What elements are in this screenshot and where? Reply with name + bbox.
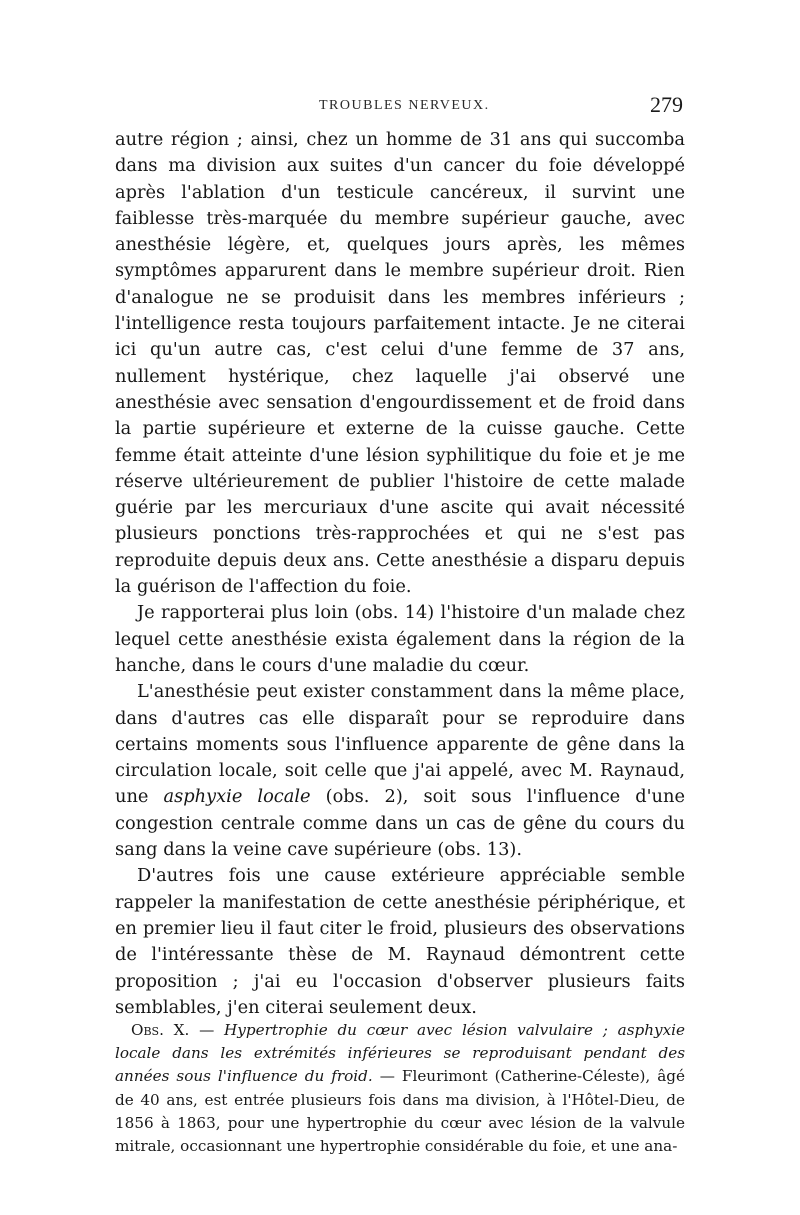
page-header — [115, 90, 685, 124]
paragraph-text-part: L'anesthésie peut exister constamment dans la même place, dans d'autres cas elle disparaît pour se reproduire dans certains moments sous l'influence apparente de gêne dans la circulation locale, soit celle que j'ai appelé, avec M. Raynaud, une — [115, 681, 685, 808]
paragraph-external-cause: D'autres fois une cause extérieure appréciable semble rappeler la manifestation de cette anesthésie périphérique, et en premier lieu il faut citer le froid, plusieurs des observations de l'intéressante thèse de M. Raynaud démontrent cette proposition ; j'ai eu l'occasion d'observer plusieurs faits semblables, j'en citerai seulement deux. — [115, 865, 685, 1018]
observation-label: Obs. X. — [131, 1021, 190, 1039]
observation-dash: — — [189, 1021, 225, 1039]
paragraph-continuation: autre région ; ainsi, chez un homme de 31 ans qui succomba dans ma division aux suites d'un cancer du foie développé après l'ablation d'un testicule cancéreux, il survint une faiblesse très-marquée du membre supérieur gauche, avec anesthésie légère, et, quelques jours après, les mêmes symptômes apparurent dans le membre supérieur droit. Rien d'analogue ne se produisit dans les membres inférieurs ; l'intelligence resta toujours parfaitement intacte. Je ne citerai ici qu'un autre cas, c'est celui d'une femme de 37 ans, nullement hystérique, chez laquelle j'ai observé une anesthésie avec sensation d'engourdissement et de froid dans la partie supérieure et externe de la cuisse gauche. Cette femme était atteinte d'une lésion syphilitique du foie et je me réserve ultérieurement de publier l'histoire de cette malade guérie par les mercuriaux d'une ascite qui avait nécessité plusieurs ponctions très-rapprochées et qui ne s'est pas reproduite depuis deux ans. Cette anesthésie a disparu depuis la guérison de l'affection du foie. — [115, 129, 685, 598]
running-title: TROUBLES NERVEUX. — [319, 98, 490, 113]
paragraph-obs-14-reference: Je rapporterai plus loin (obs. 14) l'histoire d'un malade chez lequel cette anesthésie exista également dans la région de la hanche, dans le cours d'une maladie du cœur. — [115, 602, 685, 676]
paragraph-anesthesia-place — [115, 679, 685, 863]
italic-term: asphyxie locale — [163, 786, 311, 808]
observation-paragraph — [115, 1019, 685, 1158]
paragraph-text-part: (obs. 2), soit sous l'influence d'une congestion centrale comme dans un cas de gêne du cours du sang dans la veine cave supérieure (obs. 13). — [115, 786, 685, 861]
observation-block — [115, 1019, 685, 1158]
page-number: 279 — [650, 92, 683, 117]
body-text — [115, 127, 685, 1021]
observation-text: — Fleurimont (Catherine-Céleste), âgé de 40 ans, est entrée plusieurs fois dans ma division, à l'Hôtel-Dieu, de 1856 à 1863, pour une hypertrophie du cœur avec lésion de la valvule mitrale, occasionnant une hypertrophie considérable du foie, et une ana- — [115, 1067, 685, 1156]
observation-title: Hypertrophie du cœur avec lésion valvulaire ; asphyxie locale dans les extrémités inférieures se reproduisant pendant des années sous l'influence du froid. — [115, 1021, 685, 1086]
